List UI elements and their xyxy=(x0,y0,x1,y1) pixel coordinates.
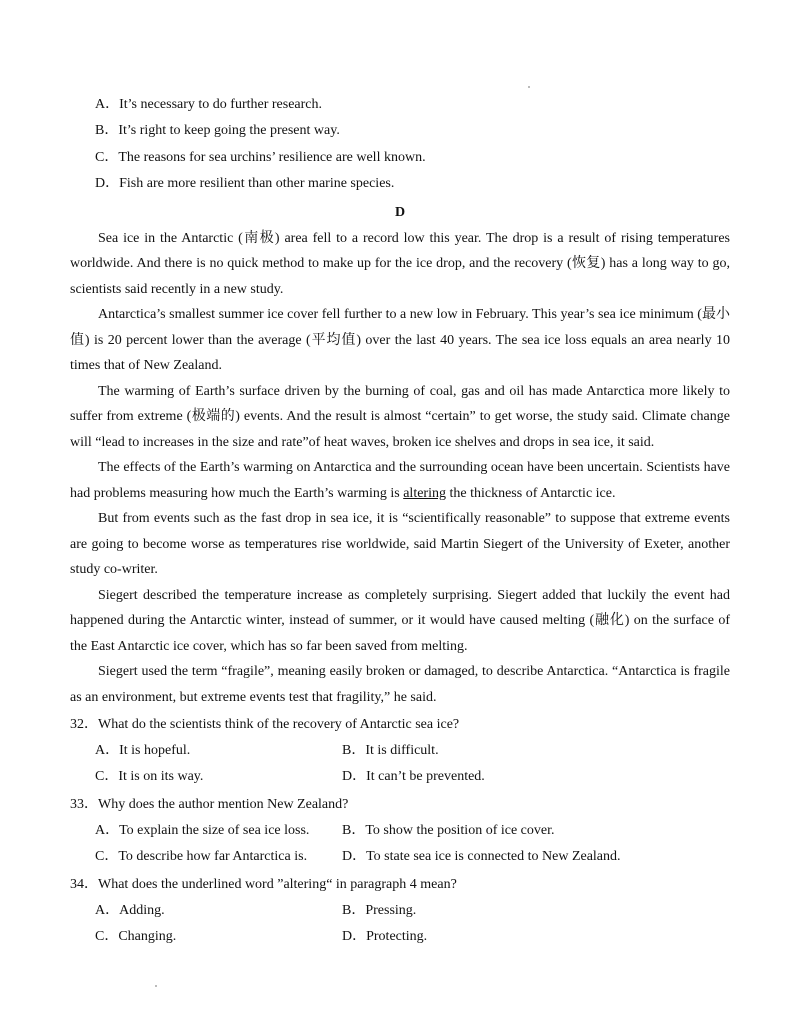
question-32 xyxy=(70,712,730,790)
paragraph-4-before: The effects of the Earth’s warming on Antarctica and the surrounding ocean have been uncertain. Scientists have had problems measuring how much the Earth’s warming is xyxy=(70,460,730,501)
paragraph-7: Siegert used the term “fragile”, meaning easily broken or damaged, to describe Antarctica. “Antarctica is fragile as an environment, but extreme events test that fragility,” he said. xyxy=(70,664,730,705)
paragraph-6: Siegert described the temperature increase as completely surprising. Siegert added that luckily the event had happened during the Antarctic winter, instead of summer, or it would have caused melting (融化) on the surface of the East Antarctic ice cover, which has so far been saved from melting. xyxy=(70,587,730,654)
question-34-option-c: C．Changing. xyxy=(95,929,177,945)
question-33-option-d: D．To state sea ice is connected to New Zealand. xyxy=(342,849,621,865)
question-34-option-b: B．Pressing. xyxy=(342,903,417,919)
previous-option-d: D．Fish are more resilient than other marine species. xyxy=(95,176,395,192)
question-32-stem: 32．What do the scientists think of the recovery of Antarctic sea ice? xyxy=(70,717,460,733)
underlined-word: altering xyxy=(403,485,446,501)
passage xyxy=(70,226,730,711)
question-34-option-a: A．Adding. xyxy=(95,903,165,919)
question-34-row-2 xyxy=(95,924,730,950)
question-33-option-b: B．To show the position of ice cover. xyxy=(342,823,555,839)
question-34-stem: 34．What does the underlined word ”altering“ in paragraph 4 mean? xyxy=(70,877,457,893)
section-heading: D xyxy=(394,204,406,220)
previous-option-a: A．It’s necessary to do further research. xyxy=(95,97,323,112)
question-32-option-b: B．It is difficult. xyxy=(342,743,439,759)
previous-question-options xyxy=(70,92,730,198)
question-34-option-d: D．Protecting. xyxy=(342,929,428,945)
question-34-row-1 xyxy=(95,898,730,924)
question-33 xyxy=(70,792,730,870)
question-32-row-1 xyxy=(95,738,730,764)
question-32-option-a: A．It is hopeful. xyxy=(95,743,191,759)
paragraph-4-after: the thickness of Antarctic ice. xyxy=(445,485,616,501)
scan-dot-top xyxy=(528,86,530,88)
document-page xyxy=(70,92,730,950)
scan-dot-bottom xyxy=(155,985,157,987)
question-34 xyxy=(70,872,730,950)
question-33-option-a: A．To explain the size of sea ice loss. xyxy=(95,823,310,839)
paragraph-5: But from events such as the fast drop in sea ice, it is “scientifically reasonable” to suppose that extreme events are going to become worse as temperatures rise worldwide, said Martin Siegert of the University of Exeter, another study co-writer. xyxy=(70,511,730,578)
question-33-row-1 xyxy=(95,818,730,844)
paragraph-3: The warming of Earth’s surface driven by the burning of coal, gas and oil has made Antarctica more likely to suffer from extreme (极端的) events. And the result is almost “certain” to get worse, the study said. Climate change will “lead to increases in the size and rate”of heat waves, broken ice shelves and drops in sea ice, it said. xyxy=(70,383,730,450)
previous-option-c: C．The reasons for sea urchins’ resilience are well known. xyxy=(95,149,426,165)
question-33-stem: 33．Why does the author mention New Zealand? xyxy=(70,797,349,813)
previous-option-b: B．It’s right to keep going the present way. xyxy=(95,123,340,139)
question-33-option-c: C．To describe how far Antarctica is. xyxy=(95,849,308,865)
question-32-option-d: D．It can’t be prevented. xyxy=(342,769,485,785)
paragraph-1: Sea ice in the Antarctic (南极) area fell to a record low this year. The drop is a result of rising temperatures worldwide. And there is no quick method to make up for the ice drop, and the recovery (恢复) has a long way to go, scientists said recently in a new study. xyxy=(70,230,730,297)
question-32-row-2 xyxy=(95,764,730,790)
question-32-option-c: C．It is on its way. xyxy=(95,769,204,785)
paragraph-4 xyxy=(70,455,730,506)
question-33-row-2 xyxy=(95,844,730,870)
paragraph-2: Antarctica’s smallest summer ice cover fell further to a new low in February. This year’s sea ice minimum (最小值) is 20 percent lower than the average (平均值) over the last 40 years. The sea ice loss equals an area nearly 10 times that of New Zealand. xyxy=(70,307,730,374)
